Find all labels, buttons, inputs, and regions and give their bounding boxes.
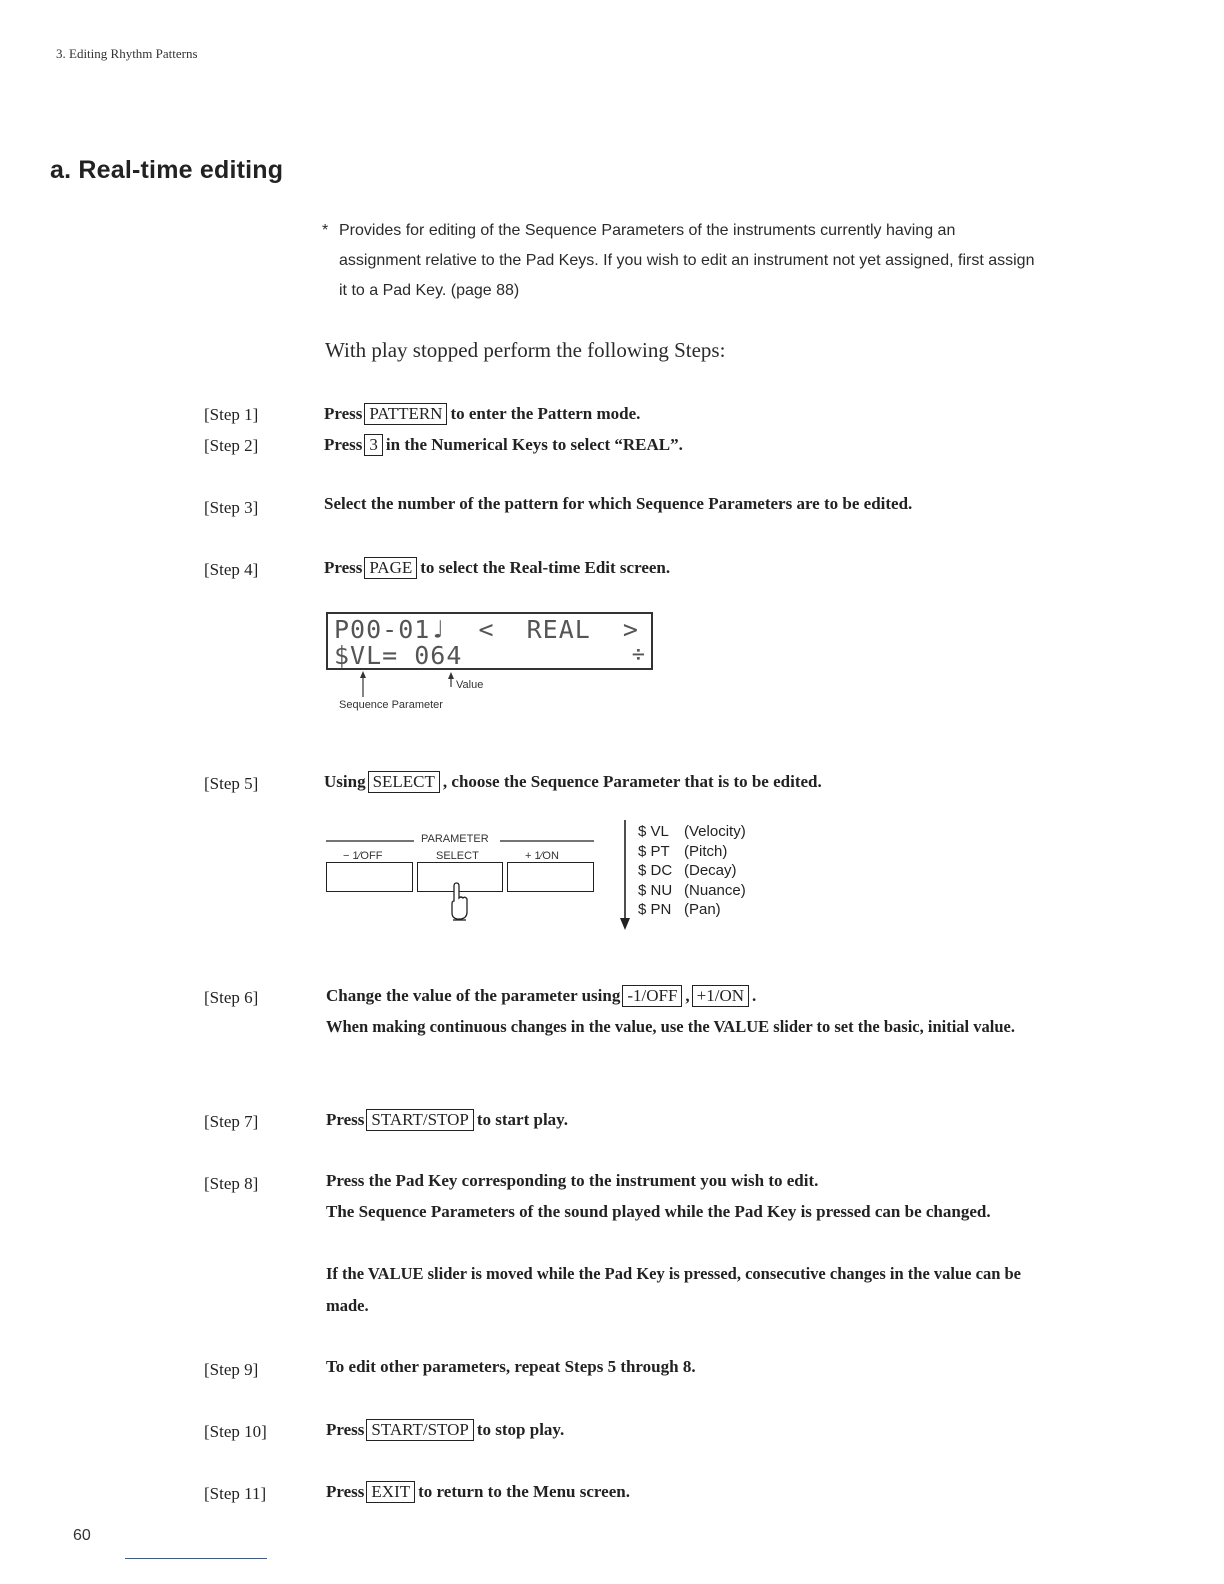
- lcd-cursor-icon: ÷: [631, 642, 645, 667]
- step-7-text: [326, 1109, 568, 1131]
- start-stop-key[interactable]: START/STOP: [366, 1109, 473, 1131]
- param-name: (Pan): [684, 901, 721, 918]
- parameter-list: [638, 822, 746, 920]
- step-5-label: [Step 5]: [204, 774, 259, 793]
- param-item-dc: [638, 861, 746, 881]
- step-9-text: To edit other parameters, repeat Steps 5 through 8.: [326, 1357, 696, 1376]
- param-item-pn: [638, 900, 746, 920]
- plus-on-button[interactable]: [507, 862, 594, 892]
- step-7-post: to start play.: [476, 1110, 568, 1129]
- intro-sentence: With play stopped perform the following Steps:: [325, 338, 726, 362]
- intro-note: [322, 216, 1037, 306]
- pattern-key[interactable]: PATTERN: [364, 403, 447, 425]
- step-11-label: [Step 11]: [204, 1484, 267, 1503]
- step-1-label: [Step 1]: [204, 405, 259, 424]
- step-1-text: [324, 403, 640, 425]
- plus-on-key[interactable]: +1/ON: [692, 985, 749, 1007]
- page-number: 60: [73, 1527, 91, 1544]
- step-11-text: [326, 1481, 630, 1503]
- note-marker: *: [322, 222, 329, 239]
- lcd-value-label: Value: [456, 679, 484, 691]
- running-header: 3. Editing Rhythm Patterns: [56, 46, 198, 61]
- lcd-row-2: $VL= 064: [334, 641, 463, 670]
- step-4-post: to select the Real-time Edit screen.: [420, 558, 671, 577]
- step-10-post: to stop play.: [476, 1420, 565, 1439]
- select-label: SELECT: [436, 850, 479, 862]
- step-2-pre: Press: [324, 435, 363, 454]
- step-10-pre: Press: [326, 1420, 365, 1439]
- step-5-post: , choose the Sequence Parameter that is to be edited.: [442, 772, 822, 791]
- step-1-pre: Press: [324, 404, 363, 423]
- value-pointer-arrow: [446, 672, 456, 688]
- lcd-row-1: P00-01♩ < REAL >: [334, 615, 639, 644]
- step-5-pre: Using: [324, 772, 366, 791]
- step-10-text: [326, 1419, 564, 1441]
- step-8-line-2: The Sequence Parameters of the sound played while the Pad Key is pressed can be changed.: [326, 1202, 991, 1221]
- param-code: $ NU: [638, 881, 673, 899]
- step-2-label: [Step 2]: [204, 436, 259, 455]
- step-3-label: [Step 3]: [204, 498, 259, 517]
- note-text: Provides for editing of the Sequence Parameters of the instruments currently having an assignment relative to the Pad Keys. If you wish to edit an instrument not yet assigned, first assign it to a Pad Key. (page 88): [339, 222, 1035, 299]
- param-item-pt: [638, 842, 746, 862]
- step-6-label: [Step 6]: [204, 988, 259, 1007]
- step-10-label: [Step 10]: [204, 1422, 267, 1441]
- step-6-para: When making continuous changes in the value, use the VALUE slider to set the basic, initial value.: [326, 1017, 1015, 1036]
- param-code: $ DC: [638, 862, 673, 879]
- step-8-label: [Step 8]: [204, 1174, 259, 1193]
- parameter-cycle-arrow: [619, 820, 633, 932]
- footer-rule: [125, 1558, 267, 1559]
- step-1-post: to enter the Pattern mode.: [450, 404, 641, 423]
- step-11-pre: Press: [326, 1482, 365, 1501]
- param-pointer-arrowhead: [360, 671, 366, 678]
- step-6-post: .: [752, 986, 757, 1005]
- step-6-text: [326, 985, 756, 1007]
- step-8-line-1: Press the Pad Key corresponding to the instrument you wish to edit.: [326, 1171, 819, 1190]
- step-2-post: in the Numerical Keys to select “REAL”.: [385, 435, 683, 454]
- plus-on-label: + 1∕ON: [525, 850, 559, 862]
- select-key[interactable]: SELECT: [368, 771, 440, 793]
- param-name: (Velocity): [684, 823, 746, 840]
- step-4-text: [324, 557, 670, 579]
- lcd-pointer-arrows: [355, 671, 445, 699]
- step-4-pre: Press: [324, 558, 363, 577]
- param-name: (Pitch): [684, 842, 728, 860]
- minus-off-label: − 1∕OFF: [343, 850, 383, 862]
- step-6-sep: ,: [685, 986, 690, 1005]
- step-4-label: [Step 4]: [204, 560, 259, 579]
- pressing-finger-icon: [448, 882, 472, 922]
- param-code: $ PN: [638, 901, 672, 918]
- minus-off-button[interactable]: [326, 862, 413, 892]
- step-9-label: [Step 9]: [204, 1360, 259, 1379]
- step-3-text: Select the number of the pattern for which Sequence Parameters are to be edited.: [324, 494, 913, 513]
- param-code: $ PT: [638, 842, 670, 860]
- step-2-text: [324, 434, 683, 456]
- start-stop-key[interactable]: START/STOP: [366, 1419, 473, 1441]
- numeric-key-3[interactable]: 3: [364, 434, 383, 456]
- step-5-text: [324, 771, 822, 793]
- page-key[interactable]: PAGE: [364, 557, 417, 579]
- section-title: a. Real-time editing: [50, 156, 284, 184]
- param-item-vl: [638, 822, 746, 842]
- exit-key[interactable]: EXIT: [366, 1481, 415, 1503]
- lcd-param-label: Sequence Parameter: [339, 699, 443, 711]
- step-8-para: If the VALUE slider is moved while the Pad Key is pressed, consecutive changes in the value can be made.: [326, 1264, 1022, 1315]
- step-11-post: to return to the Menu screen.: [418, 1482, 630, 1501]
- param-name: (Decay): [684, 862, 737, 879]
- step-7-pre: Press: [326, 1110, 365, 1129]
- param-item-nu: [638, 881, 746, 901]
- minus-off-key[interactable]: -1/OFF: [622, 985, 682, 1007]
- parameter-group-label: PARAMETER: [421, 833, 489, 845]
- lcd-display: [326, 612, 653, 670]
- step-7-label: [Step 7]: [204, 1112, 259, 1131]
- param-name: (Nuance): [684, 881, 746, 899]
- step-6-pre: Change the value of the parameter using: [326, 986, 621, 1005]
- param-code: $ VL: [638, 823, 669, 840]
